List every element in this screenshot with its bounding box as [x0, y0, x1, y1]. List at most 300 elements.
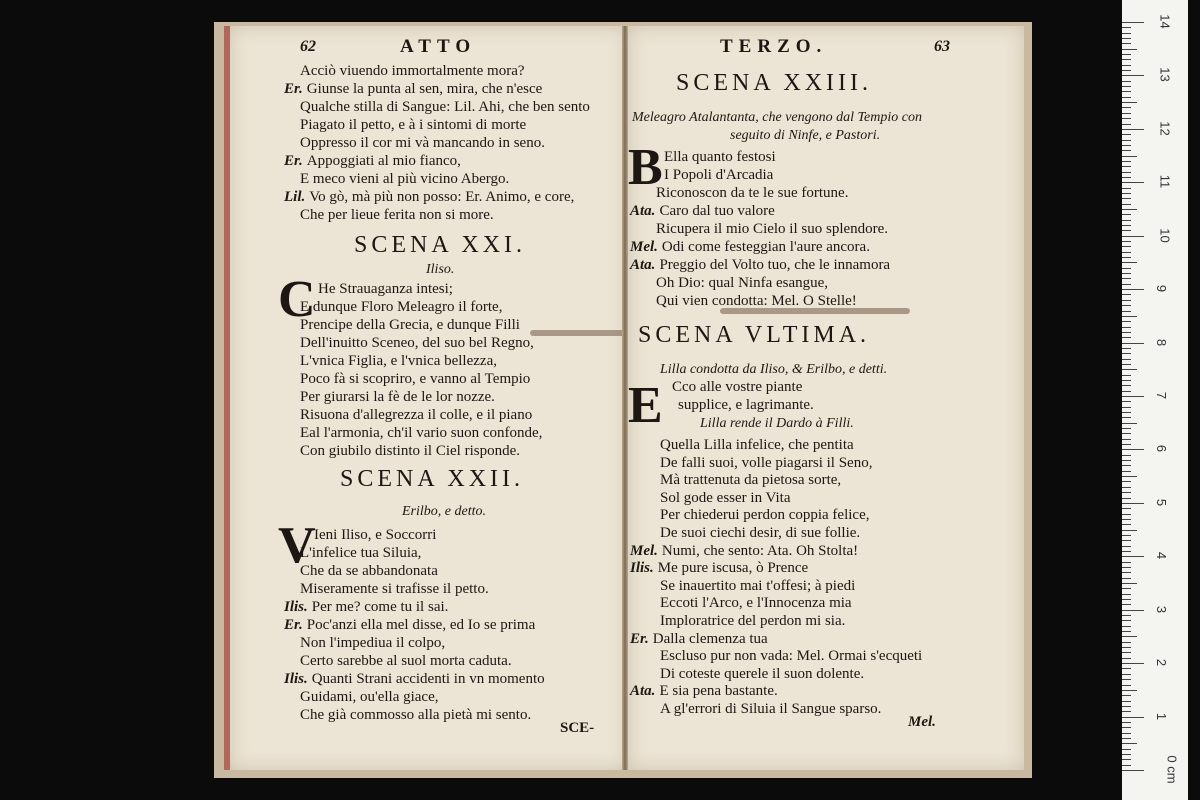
ruler-tick — [1122, 54, 1131, 55]
line-text: Eccoti l'Arco, e l'Innocenza mia — [660, 595, 852, 612]
ruler-tick — [1122, 749, 1131, 750]
ruler-tick — [1122, 150, 1131, 151]
ruler-tick — [1122, 86, 1131, 87]
verse-line — [300, 334, 534, 352]
ruler-tick — [1122, 246, 1131, 247]
line-text: Se inauertito mai t'offesi; à piedi — [660, 577, 856, 594]
ruler-tick — [1122, 172, 1131, 173]
ruler-tick — [1122, 465, 1131, 466]
verse-line — [630, 202, 775, 220]
verse-line — [284, 80, 542, 98]
line-text: Riconoscon da te le sue fortune. — [656, 185, 849, 201]
ruler-tick — [1122, 220, 1131, 221]
verse-line: Cco alle vostre piante — [672, 379, 803, 395]
line-text: Ricupera il mio Cielo il suo splendore. — [656, 221, 889, 237]
ruler-tick — [1122, 492, 1131, 493]
ruler-tick — [1122, 401, 1131, 402]
line-text: Caro dal tuo valore — [659, 203, 775, 219]
ruler-tick — [1122, 711, 1131, 712]
ruler-label: 12 — [1157, 121, 1173, 136]
ruler-tick — [1122, 124, 1131, 125]
ruler-tick — [1122, 754, 1131, 755]
ruler-tick — [1122, 460, 1131, 461]
line-text: Vo gò, mà più non posso: Er. Animo, e core, — [309, 189, 575, 205]
verse-line — [660, 524, 860, 542]
line-text: Per giurarsi la fè de le lor nozze. — [300, 389, 495, 405]
ruler-tick — [1122, 300, 1131, 301]
verse-line — [300, 424, 542, 442]
ruler-label: 10 — [1157, 227, 1173, 243]
ruler-tick — [1122, 615, 1131, 616]
scene-title: SCENA XXI. — [354, 232, 527, 258]
catchword: SCE- — [560, 720, 595, 736]
ruler-tick — [1122, 70, 1131, 71]
verse-line — [630, 256, 890, 274]
ink-smudge — [720, 308, 910, 314]
line-text: Numi, che sento: Ata. Oh Stolta! — [661, 542, 859, 559]
ruler-tick — [1122, 626, 1131, 627]
ruler-tick — [1122, 717, 1144, 718]
ruler-tick — [1122, 770, 1144, 771]
verse-line — [630, 559, 808, 577]
line-text: Oh Dio: qual Ninfa esangue, — [656, 275, 829, 291]
verse-line — [656, 274, 828, 292]
ruler-tick — [1122, 685, 1131, 686]
line-text: Prencipe della Grecia, e dunque Filli — [300, 317, 520, 333]
verse-line — [284, 616, 535, 634]
speaker-label: Mel. — [630, 239, 658, 255]
ruler-tick — [1122, 668, 1131, 669]
line-text: Che da se abbandonata — [300, 563, 438, 579]
ruler-label: 0 cm — [1164, 755, 1180, 784]
verse-line — [300, 544, 421, 562]
scene-title: SCENA VLTIMA. — [638, 322, 871, 348]
ruler-tick — [1122, 59, 1131, 60]
ruler-tick — [1122, 257, 1131, 258]
ruler-tick — [1122, 311, 1131, 312]
speaker-label: Ata. — [630, 203, 656, 219]
ruler-tick — [1122, 620, 1131, 621]
verse-line — [660, 594, 852, 612]
ruler-tick — [1122, 759, 1131, 760]
verse-line — [630, 630, 768, 648]
verse-line — [630, 238, 870, 256]
speaker-label: Mel. — [630, 542, 658, 559]
page-number: 62 — [300, 38, 316, 55]
ruler-tick — [1122, 91, 1131, 92]
line-text: Appoggiati al mio fianco, — [306, 153, 461, 169]
running-header: TERZO. — [720, 36, 828, 57]
ruler-tick — [1122, 540, 1131, 541]
ruler-tick — [1122, 332, 1131, 333]
line-text: Escluso pur non vada: Mel. Ormai s'ecqueti — [660, 648, 923, 665]
ruler-tick — [1122, 631, 1131, 632]
ruler-label: 11 — [1157, 175, 1173, 189]
ruler-label: 14 — [1157, 14, 1173, 29]
drop-cap: B — [628, 139, 663, 196]
ruler-tick — [1122, 97, 1131, 98]
ruler-tick — [1122, 455, 1131, 456]
ruler-tick — [1122, 369, 1137, 370]
line-text: Acciò viuendo immortalmente mora? — [300, 63, 525, 79]
ruler-tick — [1122, 733, 1131, 734]
ruler-tick — [1122, 327, 1131, 328]
ruler-tick — [1122, 81, 1131, 82]
ruler-tick — [1122, 145, 1131, 146]
verse-line — [664, 148, 776, 166]
verse-line — [300, 62, 525, 80]
ruler-tick — [1122, 230, 1131, 231]
ruler-tick — [1122, 508, 1131, 509]
ruler-tick — [1122, 75, 1144, 76]
ruler-tick — [1122, 177, 1131, 178]
line-text: Guidami, ou'ella giace, — [300, 689, 439, 705]
ruler-tick — [1122, 572, 1131, 573]
stage-direction: seguito di Ninfe, e Pastori. — [730, 128, 881, 143]
ruler-tick — [1122, 129, 1144, 130]
verse-line — [300, 580, 489, 598]
ruler-tick — [1122, 193, 1131, 194]
ruler-label: 4 — [1154, 552, 1170, 560]
ruler-tick — [1122, 364, 1131, 365]
line-text: Mà trattenuta da pietosa sorte, — [660, 472, 842, 489]
ruler-tick — [1122, 33, 1131, 34]
left-page — [224, 26, 628, 770]
ruler-tick — [1122, 423, 1137, 424]
ruler-tick — [1122, 49, 1137, 50]
ruler-tick — [1122, 449, 1144, 450]
ruler-tick — [1122, 578, 1131, 579]
ruler-tick — [1122, 652, 1131, 653]
line-text: Piagato il petto, e à i sintomi di morte — [300, 117, 527, 133]
ruler-tick — [1122, 610, 1144, 611]
ruler-tick — [1122, 701, 1131, 702]
ruler-tick — [1122, 305, 1131, 306]
stage-direction: Meleagro Atalantanta, che vengono dal Tempio con — [632, 110, 922, 125]
ruler-tick — [1122, 439, 1131, 440]
ruler-tick — [1122, 636, 1137, 637]
line-text: Odi come festeggian l'aure ancora. — [661, 239, 870, 255]
verse-line — [284, 670, 545, 688]
ruler-tick — [1122, 765, 1131, 766]
ruler-tick — [1122, 524, 1131, 525]
line-text: Non l'impediua il colpo, — [300, 635, 446, 651]
verse-line — [660, 471, 841, 489]
ruler-tick — [1122, 674, 1131, 675]
verse-line — [300, 352, 497, 370]
ruler-tick — [1122, 262, 1137, 263]
ruler-tick — [1122, 182, 1144, 183]
ruler-label: 13 — [1157, 67, 1173, 83]
line-text: Eal l'armonia, ch'il vario suon confonde, — [300, 425, 543, 441]
verse-line — [300, 298, 502, 316]
line-text: Miseramente si trafisse il petto. — [300, 581, 489, 597]
drop-cap: E — [628, 377, 663, 434]
ruler-tick — [1122, 118, 1131, 119]
verse-line — [630, 682, 778, 700]
speaker-label: Lil. — [284, 189, 306, 205]
speaker-label: Ata. — [630, 683, 656, 700]
ruler-tick — [1122, 738, 1131, 739]
verse-line — [630, 542, 858, 560]
ruler-tick — [1122, 567, 1131, 568]
line-text: Imploratrice del perdon mi sia. — [660, 613, 846, 629]
verse-line — [660, 454, 872, 472]
ruler-tick — [1122, 380, 1131, 381]
ruler-tick — [1122, 588, 1131, 589]
line-text: Che per lieue ferita non si more. — [300, 207, 494, 223]
ruler-tick — [1122, 396, 1144, 397]
line-text: Che già commosso alla pietà mi sento. — [300, 707, 532, 723]
drop-cap: V — [278, 517, 316, 574]
ruler-tick — [1122, 348, 1131, 349]
ruler-tick — [1122, 316, 1137, 317]
verse-line — [660, 665, 864, 683]
ruler-tick — [1122, 503, 1144, 504]
ruler-tick — [1122, 444, 1131, 445]
ruler-tick — [1122, 412, 1131, 413]
verse-line — [300, 388, 495, 406]
drop-cap: C — [278, 271, 316, 328]
line-text: Poco fà si scopriro, e vanno al Tempio — [300, 371, 531, 387]
ruler-tick — [1122, 214, 1131, 215]
ruler-tick — [1122, 407, 1131, 408]
ruler-tick — [1122, 481, 1131, 482]
verse-line — [664, 166, 773, 184]
ruler-tick — [1122, 391, 1131, 392]
line-text: Di coteste querele il suon dolente. — [660, 665, 865, 682]
verse-line — [300, 634, 445, 652]
line-text: Sol gode esser in Vita — [660, 489, 791, 506]
verse-line — [300, 316, 520, 334]
speaker-label: Ilis. — [284, 671, 308, 687]
verse-line — [656, 184, 848, 202]
ruler-tick — [1122, 166, 1131, 167]
ruler-tick — [1122, 268, 1131, 269]
right-page — [628, 26, 1024, 770]
ruler-tick — [1122, 156, 1137, 157]
verse-line — [284, 598, 448, 616]
ruler-tick — [1122, 498, 1131, 499]
stage-direction: Lilla rende il Dardo à Filli. — [700, 416, 854, 431]
ruler-tick — [1122, 433, 1131, 434]
ruler-tick — [1122, 107, 1131, 108]
ruler-tick — [1122, 236, 1144, 237]
ruler-tick — [1122, 594, 1131, 595]
verse-line — [300, 206, 494, 224]
ruler-tick — [1122, 353, 1131, 354]
ruler-label: 2 — [1154, 659, 1170, 667]
line-text: E sia pena bastante. — [659, 683, 778, 700]
ruler-tick — [1122, 337, 1131, 338]
line-text: Certo sarebbe al suol morta caduta. — [300, 653, 512, 669]
ruler-tick — [1122, 727, 1131, 728]
ruler-tick — [1122, 663, 1144, 664]
line-text: De falli suoi, volle piagarsi il Seno, — [660, 454, 873, 471]
ruler-tick — [1122, 604, 1131, 605]
ruler-label: 5 — [1154, 498, 1170, 506]
ruler-tick — [1122, 252, 1131, 253]
line-text: E dunque Floro Meleagro il forte, — [300, 299, 503, 315]
verse-line — [300, 370, 530, 388]
ruler-tick — [1122, 417, 1131, 418]
line-text: Preggio del Volto tuo, che le innamora — [659, 257, 891, 273]
ruler-tick — [1122, 535, 1131, 536]
line-text: Per chiederui perdon coppia felice, — [660, 507, 870, 524]
running-header: ATTO — [400, 36, 477, 57]
ruler-tick — [1122, 743, 1137, 744]
line-text: E meco vieni al più vicino Abergo. — [300, 171, 510, 187]
ruler-label: 3 — [1154, 605, 1170, 613]
verse-line — [318, 280, 453, 298]
ruler-tick — [1122, 514, 1131, 515]
verse-line — [660, 647, 922, 665]
verse-line — [300, 134, 545, 152]
ruler-tick — [1122, 428, 1131, 429]
line-text: Oppresso il cor mi và mancando in seno. — [300, 135, 545, 151]
ruler-label: 8 — [1154, 338, 1170, 346]
ruler-tick — [1122, 642, 1131, 643]
ruler-tick — [1122, 321, 1131, 322]
verse-line — [284, 188, 574, 206]
ruler-tick — [1122, 134, 1131, 135]
line-text: Dalla clemenza tua — [652, 630, 768, 647]
ruler-tick — [1122, 487, 1131, 488]
ruler-tick — [1122, 695, 1131, 696]
line-text: Poc'anzi ella mel disse, ed Io se prima — [306, 617, 536, 633]
verse-line — [300, 98, 590, 116]
ruler-tick — [1122, 22, 1144, 23]
line-text: Giunse la punta al sen, mira, che n'esce — [306, 81, 543, 97]
verse-line — [660, 506, 870, 524]
verse-line — [284, 152, 461, 170]
ruler-tick — [1122, 43, 1131, 44]
ruler-tick — [1122, 113, 1131, 114]
line-text: Quella Lilla infelice, che pentita — [660, 437, 854, 453]
ruler-tick — [1122, 140, 1131, 141]
line-text: De suoi ciechi desir, di sue follie. — [660, 525, 861, 541]
ruler-tick — [1122, 706, 1131, 707]
ruler-tick — [1122, 375, 1131, 376]
ruler-tick — [1122, 599, 1131, 600]
scene-character: Iliso. — [426, 262, 455, 277]
ruler-tick — [1122, 225, 1131, 226]
ruler-label: 6 — [1154, 445, 1170, 453]
ruler-tick — [1122, 209, 1137, 210]
ruler-label: 7 — [1154, 391, 1170, 400]
ruler-tick — [1122, 102, 1137, 103]
ruler-tick — [1122, 562, 1131, 563]
line-text: Con giubilo distinto il Ciel risponde. — [300, 443, 521, 459]
ruler-tick — [1122, 204, 1131, 205]
line-text: Per me? come tu il sai. — [311, 599, 449, 615]
ruler-tick — [1122, 161, 1131, 162]
ruler-tick — [1122, 241, 1131, 242]
line-text: Qualche stilla di Sangue: Lil. Ahi, che ben sento — [300, 99, 590, 115]
scene-title: SCENA XXIII. — [676, 70, 872, 96]
ruler-tick — [1122, 551, 1131, 552]
ruler-tick — [1122, 359, 1131, 360]
line-text: Dell'inuitto Sceneo, del suo bel Regno, — [300, 335, 534, 351]
verse-line — [300, 652, 512, 670]
scene-title: SCENA XXII. — [340, 466, 525, 492]
ruler-tick — [1122, 583, 1137, 584]
speaker-label: Er. — [284, 153, 303, 169]
ruler-tick — [1122, 546, 1131, 547]
verse-line — [660, 612, 845, 630]
line-text: Quanti Strani accidenti in vn momento — [311, 671, 545, 687]
ruler-tick — [1122, 690, 1137, 691]
speaker-label: Er. — [284, 81, 303, 97]
ruler-tick — [1122, 647, 1131, 648]
line-text: He Strauaganza intesi; — [318, 281, 453, 297]
ruler-tick — [1122, 198, 1131, 199]
verse-line — [660, 700, 881, 718]
ruler-tick — [1122, 722, 1131, 723]
verse-line — [300, 442, 520, 460]
speaker-label: Ata. — [630, 257, 656, 273]
line-text: Ieni Iliso, e Soccorri — [314, 527, 437, 543]
line-text: Me pure iscusa, ò Prence — [657, 560, 809, 577]
verse-line — [300, 706, 531, 724]
ruler-tick — [1122, 658, 1131, 659]
ruler-tick — [1122, 385, 1131, 386]
speaker-label: Ilis. — [284, 599, 308, 615]
ruler-tick — [1122, 294, 1131, 295]
ruler-tick — [1122, 556, 1144, 557]
verse-line — [300, 688, 439, 706]
stage-direction: Lilla condotta da Iliso, & Erilbo, e detti. — [660, 362, 888, 377]
ruler-tick — [1122, 476, 1137, 477]
ruler-label: 9 — [1154, 285, 1170, 293]
verse-line — [300, 562, 438, 580]
verse-line — [660, 436, 854, 454]
speaker-label: Er. — [284, 617, 303, 633]
scene-character: Erilbo, e detto. — [402, 504, 486, 519]
ruler-tick — [1122, 38, 1131, 39]
page-number: 63 — [934, 38, 950, 55]
line-text: L'infelice tua Siluia, — [300, 545, 422, 561]
verse-line — [314, 526, 436, 544]
line-text: A gl'errori di Siluia il Sangue sparso. — [660, 701, 882, 717]
verse-line — [660, 577, 855, 595]
ruler-tick — [1122, 343, 1144, 344]
ruler-tick — [1122, 679, 1131, 680]
verse-line — [656, 220, 888, 238]
verse-line — [660, 489, 790, 507]
verse-line — [300, 170, 509, 188]
line-text: Risuona d'allegrezza il colle, e il piano — [300, 407, 533, 423]
catchword: Mel. — [908, 714, 936, 730]
ruler-tick — [1122, 530, 1137, 531]
speaker-label: Er. — [630, 630, 649, 647]
ruler-tick — [1122, 278, 1131, 279]
ink-smudge — [530, 330, 628, 336]
verse-line: supplice, e lagrimante. — [678, 397, 814, 413]
ruler-tick — [1122, 284, 1131, 285]
ruler-tick — [1122, 27, 1131, 28]
verse-line — [300, 406, 532, 424]
ruler-label: 1 — [1154, 712, 1170, 720]
speaker-label: Ilis. — [630, 560, 654, 577]
ruler-tick — [1122, 188, 1131, 189]
line-text: Ella quanto festosi — [664, 149, 776, 165]
line-text: L'vnica Figlia, e l'vnica bellezza, — [300, 353, 497, 369]
ruler-tick — [1122, 471, 1131, 472]
measuring-ruler — [1122, 0, 1188, 800]
ruler-tick — [1122, 65, 1131, 66]
ruler-tick — [1122, 273, 1131, 274]
